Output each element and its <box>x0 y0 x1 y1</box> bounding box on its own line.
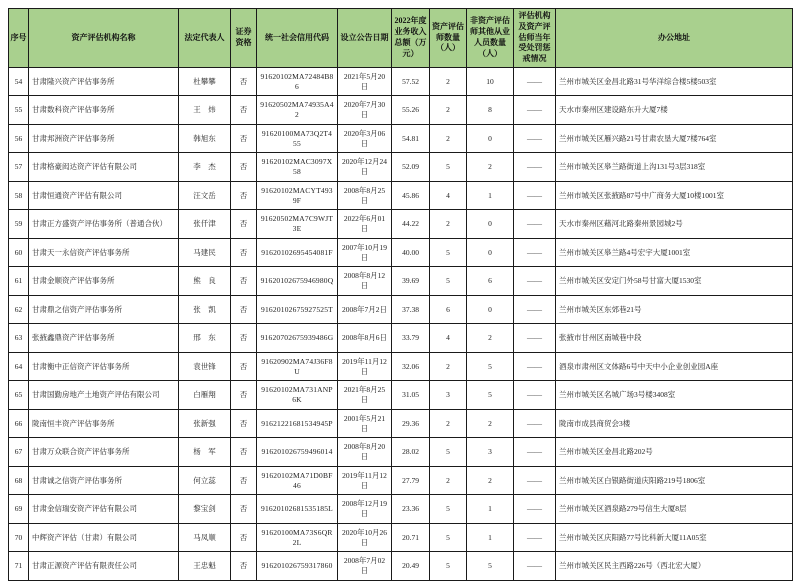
table-cell: 否 <box>231 495 257 524</box>
table-cell: 杜攀攀 <box>179 67 231 96</box>
table-cell: 中辉资产评估（甘肃）有限公司 <box>29 523 179 552</box>
table-cell: 29.36 <box>392 409 430 438</box>
table-cell: 32.06 <box>392 352 430 381</box>
table-cell: 59 <box>9 210 29 239</box>
table-cell: 10 <box>467 67 514 96</box>
table-cell: 兰州市城关区酒泉路279号信生大厦8层 <box>556 495 793 524</box>
table-cell: 2008年8月25日 <box>338 181 392 210</box>
table-cell: 熊 良 <box>179 267 231 296</box>
table-row <box>9 438 793 467</box>
table-cell: 甘肃隆兴资产评估事务所 <box>29 67 179 96</box>
table-cell: 58 <box>9 181 29 210</box>
table-cell: —— <box>514 381 556 410</box>
table-cell: 2020年12月24日 <box>338 153 392 182</box>
appraisal-institutions-table <box>8 8 793 581</box>
table-cell: 王忠魁 <box>179 552 231 581</box>
table-cell: 91620102MAC3097X58 <box>257 153 338 182</box>
table-cell: —— <box>514 495 556 524</box>
table-cell: 甘肃恒通资产评估有限公司 <box>29 181 179 210</box>
table-cell: 5 <box>430 438 467 467</box>
table-cell: 3 <box>467 438 514 467</box>
table-cell: 91620102MACYT4939F <box>257 181 338 210</box>
table-cell: 韩旭东 <box>179 124 231 153</box>
table-cell: 91620102675927525T <box>257 295 338 324</box>
table-cell: 甘肃诚之信资产评估事务所 <box>29 466 179 495</box>
table-cell: 汪文岳 <box>179 181 231 210</box>
table-cell: 兰州市城关区金昌北路31号华洋综合楼5楼503室 <box>556 67 793 96</box>
table-row <box>9 381 793 410</box>
table-cell: —— <box>514 352 556 381</box>
table-cell: 4 <box>430 324 467 353</box>
column-header-securities-qualification: 证券资格 <box>231 9 257 68</box>
table-cell: 否 <box>231 438 257 467</box>
table-cell: 57.52 <box>392 67 430 96</box>
table-cell: —— <box>514 295 556 324</box>
table-cell: 91620102695454081F <box>257 238 338 267</box>
table-cell: 甘肃天一永信资产评估事务所 <box>29 238 179 267</box>
table-cell: 91620102MA731ANP6K <box>257 381 338 410</box>
table-cell: 40.00 <box>392 238 430 267</box>
table-cell: 兰州市城关区东郊巷21号 <box>556 295 793 324</box>
table-cell: 5 <box>430 267 467 296</box>
table-cell: 63 <box>9 324 29 353</box>
table-cell: 2 <box>430 466 467 495</box>
table-cell: 马建民 <box>179 238 231 267</box>
column-header-credit-code: 统一社会信用代码 <box>257 9 338 68</box>
column-header-index: 序号 <box>9 9 29 68</box>
table-cell: 2020年3月06日 <box>338 124 392 153</box>
table-row <box>9 67 793 96</box>
table-cell: —— <box>514 523 556 552</box>
table-cell: 张新强 <box>179 409 231 438</box>
table-cell: 2008年8月20日 <box>338 438 392 467</box>
column-header-appraiser-count: 资产评估师数量（人） <box>430 9 467 68</box>
table-cell: 28.02 <box>392 438 430 467</box>
table-cell: 兰州市城关区金昌北路202号 <box>556 438 793 467</box>
table-cell: 天水市秦州区建设路东升大厦7楼 <box>556 96 793 125</box>
table-cell: 2008年8月12日 <box>338 267 392 296</box>
table-cell: 5 <box>430 153 467 182</box>
table-row <box>9 409 793 438</box>
table-cell: 62 <box>9 295 29 324</box>
table-cell: 甘肃数科资产评估事务所 <box>29 96 179 125</box>
table-cell: 5 <box>467 352 514 381</box>
table-cell: 55 <box>9 96 29 125</box>
table-row <box>9 352 793 381</box>
table-cell: 8 <box>467 96 514 125</box>
table-cell: 64 <box>9 352 29 381</box>
table-row <box>9 267 793 296</box>
table-cell: 27.79 <box>392 466 430 495</box>
table-cell: 2 <box>467 409 514 438</box>
table-cell: 张 凯 <box>179 295 231 324</box>
table-cell: 5 <box>430 523 467 552</box>
table-cell: —— <box>514 438 556 467</box>
table-cell: 2 <box>430 210 467 239</box>
table-cell: 陇南恒丰资产评估事务所 <box>29 409 179 438</box>
table-cell: 3 <box>430 381 467 410</box>
table-cell: 否 <box>231 552 257 581</box>
table-body <box>9 67 793 580</box>
table-cell: 兰州市城关区白银路街道庆阳路219号1806室 <box>556 466 793 495</box>
table-cell: 65 <box>9 381 29 410</box>
table-cell: 37.38 <box>392 295 430 324</box>
table-row <box>9 495 793 524</box>
table-cell: 2001年5月21日 <box>338 409 392 438</box>
table-header <box>9 9 793 68</box>
table-cell: 否 <box>231 67 257 96</box>
table-cell: 甘肃衡中正信资产评估事务所 <box>29 352 179 381</box>
table-cell: 31.05 <box>392 381 430 410</box>
table-cell: 甘肃正源资产评估有限责任公司 <box>29 552 179 581</box>
table-cell: 60 <box>9 238 29 267</box>
table-cell: 否 <box>231 466 257 495</box>
table-cell: 2021年5月20日 <box>338 67 392 96</box>
table-cell: 1 <box>467 523 514 552</box>
table-cell: 23.36 <box>392 495 430 524</box>
table-row <box>9 210 793 239</box>
table-cell: —— <box>514 466 556 495</box>
table-cell: 否 <box>231 324 257 353</box>
table-cell: 91620102675946980Q <box>257 267 338 296</box>
table-cell: 61 <box>9 267 29 296</box>
table-cell: 54 <box>9 67 29 96</box>
table-cell: 2 <box>467 153 514 182</box>
table-cell: —— <box>514 238 556 267</box>
table-cell: 6 <box>467 267 514 296</box>
table-cell: 54.81 <box>392 124 430 153</box>
table-cell: 1 <box>467 181 514 210</box>
table-cell: 2022年6月01日 <box>338 210 392 239</box>
table-cell: 67 <box>9 438 29 467</box>
table-cell: 916201026759496014 <box>257 438 338 467</box>
table-cell: 李 杰 <box>179 153 231 182</box>
table-cell: 张仟津 <box>179 210 231 239</box>
table-cell: —— <box>514 181 556 210</box>
table-cell: —— <box>514 552 556 581</box>
table-cell: 2008年7月2日 <box>338 295 392 324</box>
table-cell: 兰州市城关区皋兰路街道上沟131号3层318室 <box>556 153 793 182</box>
table-cell: 52.09 <box>392 153 430 182</box>
column-header-2022-revenue: 2022年度业务收入总额（万元） <box>392 9 430 68</box>
table-cell: 白雁翔 <box>179 381 231 410</box>
table-cell: 2 <box>467 324 514 353</box>
table-cell: —— <box>514 96 556 125</box>
column-header-announcement-date: 设立公告日期 <box>338 9 392 68</box>
table-cell: 马凤顺 <box>179 523 231 552</box>
table-cell: 55.26 <box>392 96 430 125</box>
table-cell: 否 <box>231 124 257 153</box>
table-cell: —— <box>514 210 556 239</box>
table-cell: 2 <box>467 466 514 495</box>
table-cell: 甘肃正方盛资产评估事务所（普通合伙） <box>29 210 179 239</box>
table-cell: 5 <box>430 495 467 524</box>
table-cell: 70 <box>9 523 29 552</box>
table-cell: 兰州市城关区安定门外58号甘富大厦1530室 <box>556 267 793 296</box>
table-cell: 否 <box>231 352 257 381</box>
table-cell: 甘肃鼎之信资产评估事务所 <box>29 295 179 324</box>
table-cell: 33.79 <box>392 324 430 353</box>
table-row <box>9 295 793 324</box>
table-cell: 邢 东 <box>179 324 231 353</box>
table-cell: 甘肃万众联合资产评估事务所 <box>29 438 179 467</box>
table-cell: 1 <box>467 495 514 524</box>
table-row <box>9 523 793 552</box>
table-cell: 2008年12月19日 <box>338 495 392 524</box>
table-cell: 杨 军 <box>179 438 231 467</box>
table-row <box>9 238 793 267</box>
table-cell: 91620102681535185L <box>257 495 338 524</box>
table-cell: 2007年10月19日 <box>338 238 392 267</box>
table-cell: 否 <box>231 267 257 296</box>
table-cell: 91620100MA73Q2T455 <box>257 124 338 153</box>
table-cell: 否 <box>231 181 257 210</box>
table-cell: 否 <box>231 523 257 552</box>
table-cell: 2019年11月12日 <box>338 352 392 381</box>
table-cell: 20.49 <box>392 552 430 581</box>
table-cell: 57 <box>9 153 29 182</box>
column-header-non-appraiser-count: 非资产评估师其他从业人员数量（人） <box>467 9 514 68</box>
table-cell: 张掖市甘州区南城巷中段 <box>556 324 793 353</box>
table-cell: 44.22 <box>392 210 430 239</box>
table-cell: 0 <box>467 210 514 239</box>
table-cell: 2020年7月30日 <box>338 96 392 125</box>
table-cell: 兰州市城关区庆阳路77号比科新大厦11A05室 <box>556 523 793 552</box>
page <box>0 8 800 574</box>
table-cell: 兰州市城关区民主西路226号（西北宏大厦） <box>556 552 793 581</box>
table-cell: 酒泉市肃州区文体路6号中天中小企业创业园A座 <box>556 352 793 381</box>
table-cell: —— <box>514 267 556 296</box>
table-cell: 2 <box>430 96 467 125</box>
table-cell: 91620702675939486G <box>257 324 338 353</box>
table-row <box>9 552 793 581</box>
column-header-penalty-status: 评估机构及资产评估师当年受处罚惩戒情况 <box>514 9 556 68</box>
table-cell: 71 <box>9 552 29 581</box>
column-header-legal-representative: 法定代表人 <box>179 9 231 68</box>
table-cell: 2020年10月26日 <box>338 523 392 552</box>
table-row <box>9 124 793 153</box>
table-cell: 39.69 <box>392 267 430 296</box>
table-cell: 否 <box>231 153 257 182</box>
table-cell: 91620902MA74J36F8U <box>257 352 338 381</box>
table-row <box>9 153 793 182</box>
table-cell: 91620102MA72484B86 <box>257 67 338 96</box>
table-cell: 5 <box>430 238 467 267</box>
table-cell: 91620502MA74935A42 <box>257 96 338 125</box>
table-cell: 否 <box>231 238 257 267</box>
table-cell: 王 炜 <box>179 96 231 125</box>
table-cell: 兰州市城关区皋兰路4号宏宇大厦1001室 <box>556 238 793 267</box>
table-cell: 甘肃金信瑞安资产评估有限公司 <box>29 495 179 524</box>
table-cell: 4 <box>430 181 467 210</box>
table-cell: 张掖鑫鼎资产评估事务所 <box>29 324 179 353</box>
column-header-office-address: 办公地址 <box>556 9 793 68</box>
table-cell: 66 <box>9 409 29 438</box>
table-cell: —— <box>514 153 556 182</box>
table-cell: 45.86 <box>392 181 430 210</box>
table-cell: 20.71 <box>392 523 430 552</box>
table-cell: 陇南市成县商贸会3楼 <box>556 409 793 438</box>
header-row <box>9 9 793 68</box>
table-cell: —— <box>514 324 556 353</box>
column-header-institution-name: 资产评估机构名称 <box>29 9 179 68</box>
table-cell: —— <box>514 409 556 438</box>
table-cell: 5 <box>430 552 467 581</box>
table-cell: —— <box>514 124 556 153</box>
table-cell: 2021年8月25日 <box>338 381 392 410</box>
table-cell: 黎宝剑 <box>179 495 231 524</box>
table-cell: 2008年8月6日 <box>338 324 392 353</box>
table-cell: 甘肃金顺资产评估事务所 <box>29 267 179 296</box>
table-row <box>9 324 793 353</box>
table-cell: 兰州市城关区名城广场3号楼3408室 <box>556 381 793 410</box>
table-cell: 91621221681534945P <box>257 409 338 438</box>
table-cell: 5 <box>467 552 514 581</box>
table-cell: 2019年11月12日 <box>338 466 392 495</box>
table-cell: 68 <box>9 466 29 495</box>
table-cell: 5 <box>467 381 514 410</box>
table-cell: 6 <box>430 295 467 324</box>
table-row <box>9 96 793 125</box>
table-cell: 2008年7月02日 <box>338 552 392 581</box>
table-cell: —— <box>514 67 556 96</box>
table-cell: 2 <box>430 124 467 153</box>
table-cell: 否 <box>231 381 257 410</box>
table-cell: 0 <box>467 238 514 267</box>
table-row <box>9 181 793 210</box>
table-cell: 甘肃邦洲资产评估事务所 <box>29 124 179 153</box>
table-cell: 何立蕊 <box>179 466 231 495</box>
table-cell: 兰州市城关区张掖路87号中广商务大厦10楼1001室 <box>556 181 793 210</box>
table-cell: 0 <box>467 124 514 153</box>
table-cell: 0 <box>467 295 514 324</box>
table-cell: 甘肃格豪闳达资产评估有限公司 <box>29 153 179 182</box>
table-cell: 2 <box>430 352 467 381</box>
table-cell: 天水市秦州区藉河北路秦州景园城2号 <box>556 210 793 239</box>
table-cell: 否 <box>231 295 257 324</box>
table-cell: 56 <box>9 124 29 153</box>
table-cell: 69 <box>9 495 29 524</box>
table-cell: 2 <box>430 67 467 96</box>
table-row <box>9 466 793 495</box>
table-cell: 否 <box>231 96 257 125</box>
table-cell: 916201026759317860 <box>257 552 338 581</box>
table-cell: 兰州市城关区雁兴路21号甘肃农垦大厦7楼764室 <box>556 124 793 153</box>
table-cell: 91620102MA71D0BF46 <box>257 466 338 495</box>
table-cell: 否 <box>231 409 257 438</box>
table-cell: 91620502MA7C9WJT3E <box>257 210 338 239</box>
table-cell: 否 <box>231 210 257 239</box>
table-cell: 91620100MA73S6QR2L <box>257 523 338 552</box>
table-cell: 2 <box>430 409 467 438</box>
table-cell: 甘肃国勤房地产土地资产评估有限公司 <box>29 381 179 410</box>
table-cell: 袁世锋 <box>179 352 231 381</box>
